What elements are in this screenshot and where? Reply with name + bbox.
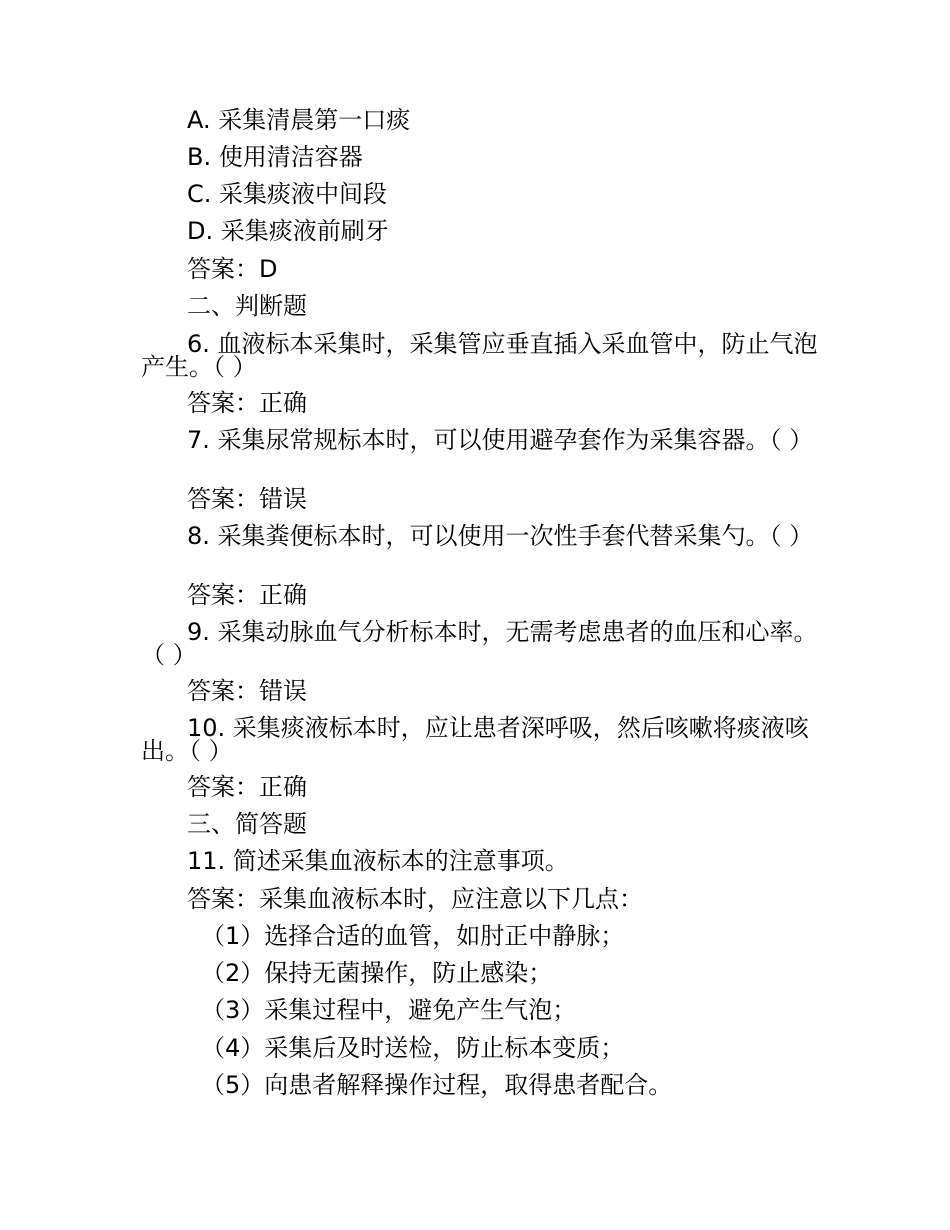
choice-b: B. 使用清洁容器	[187, 143, 363, 171]
judgment-answer-10: 答案：正确	[187, 773, 307, 801]
q11-point-1: （1）选择合适的血管，如肘正中静脉；	[201, 922, 625, 950]
q5-answer: 答案：D	[187, 255, 278, 283]
q11-point-4: （4）采集后及时送检，防止标本变质；	[201, 1034, 625, 1062]
section-2-title: 二、判断题	[187, 292, 307, 320]
judgment-answer-7: 答案：错误	[187, 485, 307, 513]
q11-answer: 答案：采集血液标本时，应注意以下几点：	[187, 885, 643, 913]
judgment-question-9: 9. 采集动脉血气分析标本时，无需考虑患者的血压和心率。（ ）	[141, 618, 818, 669]
q11-point-5: （5）向患者解释操作过程，取得患者配合。	[201, 1071, 673, 1099]
judgment-answer-9: 答案：错误	[187, 677, 307, 705]
judgment-question-6: 6. 血液标本采集时，采集管应垂直插入采血管中，防止气泡产生。（ ）	[141, 330, 818, 381]
judgment-question-7: 7. 采集尿常规标本时，可以使用避孕套作为采集容器。（ ）	[187, 426, 814, 454]
q11-point-3: （3）采集过程中，避免产生气泡；	[201, 996, 577, 1024]
question-11: 11. 简述采集血液标本的注意事项。	[187, 847, 569, 875]
section-3-title: 三、简答题	[187, 810, 307, 838]
judgment-answer-6: 答案：正确	[187, 389, 307, 417]
choice-d: D. 采集痰液前刷牙	[187, 217, 389, 245]
choice-a: A. 采集清晨第一口痰	[187, 106, 411, 134]
judgment-answer-8: 答案：正确	[187, 581, 307, 609]
q11-point-2: （2）保持无菌操作，防止感染；	[201, 959, 553, 987]
judgment-question-8: 8. 采集粪便标本时，可以使用一次性手套代替采集勺。（ ）	[187, 522, 814, 550]
judgment-question-10: 10. 采集痰液标本时，应让患者深呼吸，然后咳嗽将痰液咳出。（ ）	[141, 714, 809, 765]
choice-c: C. 采集痰液中间段	[187, 180, 388, 208]
